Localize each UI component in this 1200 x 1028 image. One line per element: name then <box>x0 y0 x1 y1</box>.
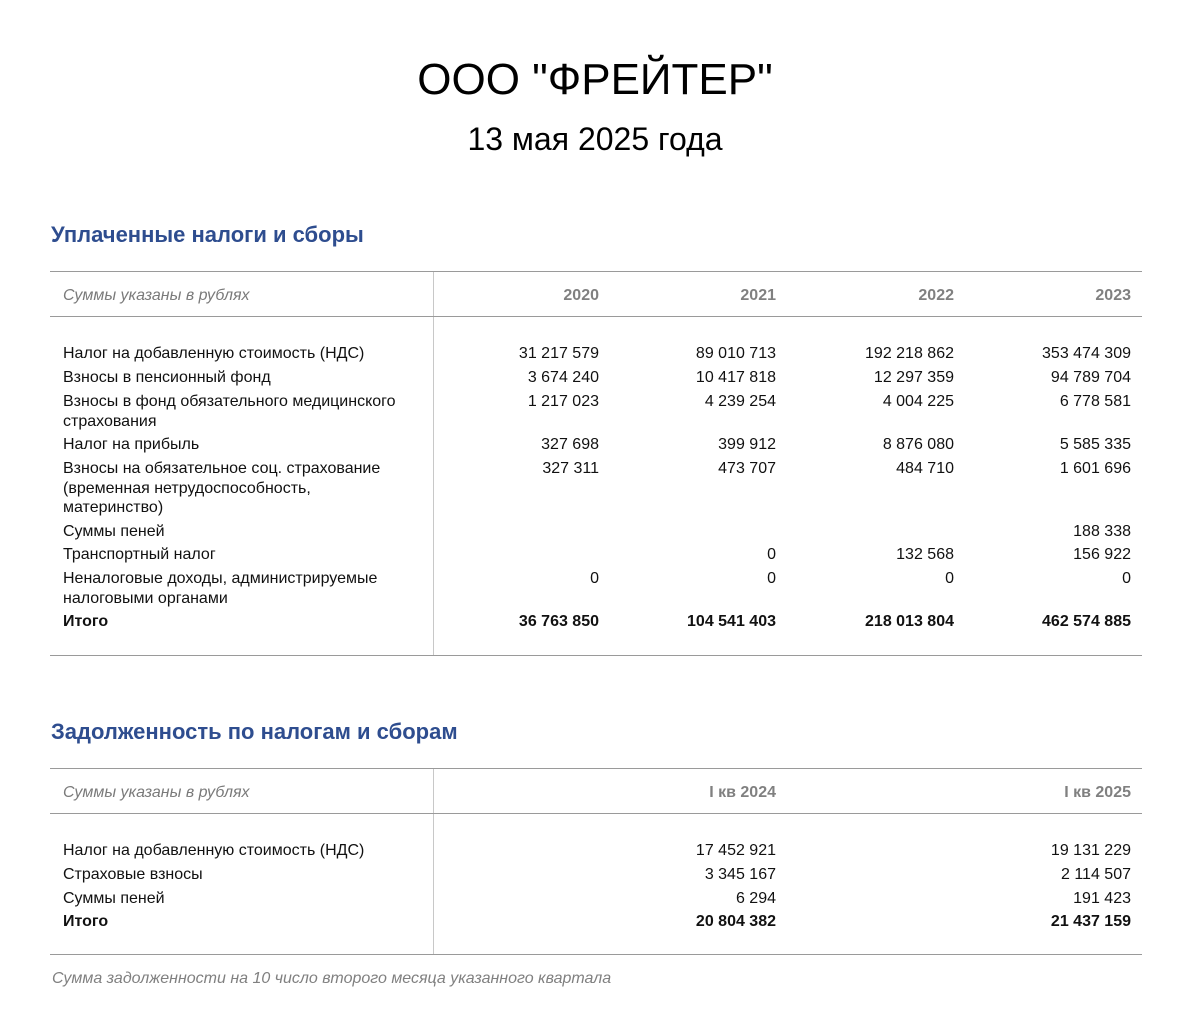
total-value: 218 013 804 <box>865 613 954 630</box>
cell-value: 1 217 023 <box>527 393 599 410</box>
cell-value: 0 <box>945 570 954 587</box>
row-label: Страховые взносы <box>63 866 203 883</box>
row-label: Суммы пеней <box>63 890 165 907</box>
cell-value: 132 568 <box>896 546 954 563</box>
cell-value: 19 131 229 <box>1050 842 1131 859</box>
cell-value: 94 789 704 <box>1050 369 1131 386</box>
cell-value: 5 585 335 <box>1059 436 1131 453</box>
row-label: Взносы в пенсионный фонд <box>63 369 271 386</box>
cell-value: 4 004 225 <box>882 393 954 410</box>
company-name: ООО "ФРЕЙТЕР" <box>417 55 773 104</box>
total-label: Итого <box>63 613 109 630</box>
taxes-paid-table <box>50 271 1142 656</box>
cell-value: 17 452 921 <box>695 842 776 859</box>
column-header: I кв 2025 <box>1064 784 1131 801</box>
row-label: Транспортный налог <box>63 546 216 563</box>
cell-value: 399 912 <box>718 436 776 453</box>
row-label: Налог на прибыль <box>63 436 200 453</box>
cell-value: 191 423 <box>1073 890 1131 907</box>
cell-value: 327 311 <box>542 460 599 477</box>
row-label: Взносы на обязательное соц. страхование (временная нетрудоспособность, материнство) <box>63 460 381 516</box>
unit-note: Суммы указаны в рублях <box>63 287 250 304</box>
cell-value: 3 674 240 <box>527 369 599 386</box>
cell-value: 0 <box>1122 570 1131 587</box>
cell-value: 473 707 <box>718 460 776 477</box>
column-divider <box>433 272 434 655</box>
cell-value: 0 <box>590 570 599 587</box>
total-value: 20 804 382 <box>695 913 776 930</box>
cell-value: 1 601 696 <box>1059 460 1131 477</box>
cell-value: 484 710 <box>896 460 954 477</box>
cell-value: 10 417 818 <box>695 369 776 386</box>
total-value: 462 574 885 <box>1042 613 1131 630</box>
total-value: 36 763 850 <box>518 613 599 630</box>
table-header <box>50 769 1142 814</box>
cell-value: 192 218 862 <box>865 345 954 362</box>
column-header: 2023 <box>1095 287 1131 304</box>
cell-value: 12 297 359 <box>873 369 954 386</box>
column-header: 2020 <box>563 287 599 304</box>
cell-value: 156 922 <box>1073 546 1131 563</box>
column-header: 2022 <box>918 287 954 304</box>
cell-value: 0 <box>767 546 776 563</box>
cell-value: 4 239 254 <box>704 393 776 410</box>
unit-note: Суммы указаны в рублях <box>63 784 250 801</box>
row-label: Суммы пеней <box>63 523 165 540</box>
table-header <box>50 272 1142 317</box>
section-title-tax-debt: Задолженность по налогам и сборам <box>51 719 458 744</box>
row-label: Неналоговые доходы, администрируемые налоговыми органами <box>63 570 378 607</box>
cell-value: 31 217 579 <box>518 345 599 362</box>
total-value: 21 437 159 <box>1050 913 1131 930</box>
cell-value: 353 474 309 <box>1042 345 1131 362</box>
row-label: Взносы в фонд обязательного медицинского страхования <box>63 393 396 430</box>
cell-value: 0 <box>767 570 776 587</box>
cell-value: 89 010 713 <box>695 345 776 362</box>
cell-value: 8 876 080 <box>882 436 954 453</box>
row-label: Налог на добавленную стоимость (НДС) <box>63 345 365 362</box>
column-header: I кв 2024 <box>709 784 776 801</box>
total-value: 104 541 403 <box>687 613 776 630</box>
cell-value: 6 294 <box>735 890 776 907</box>
tax-debt-table <box>50 768 1142 955</box>
total-label: Итого <box>63 913 109 930</box>
report-date: 13 мая 2025 года <box>467 121 723 157</box>
cell-value: 6 778 581 <box>1059 393 1131 410</box>
row-label: Налог на добавленную стоимость (НДС) <box>63 842 365 859</box>
footnote: Сумма задолженности на 10 число второго месяца указанного квартала <box>52 970 612 987</box>
cell-value: 3 345 167 <box>704 866 776 883</box>
cell-value: 327 698 <box>541 436 599 453</box>
cell-value: 188 338 <box>1073 523 1131 540</box>
column-header: 2021 <box>740 287 776 304</box>
cell-value: 2 114 507 <box>1061 866 1131 883</box>
section-title-taxes-paid: Уплаченные налоги и сборы <box>51 222 364 247</box>
